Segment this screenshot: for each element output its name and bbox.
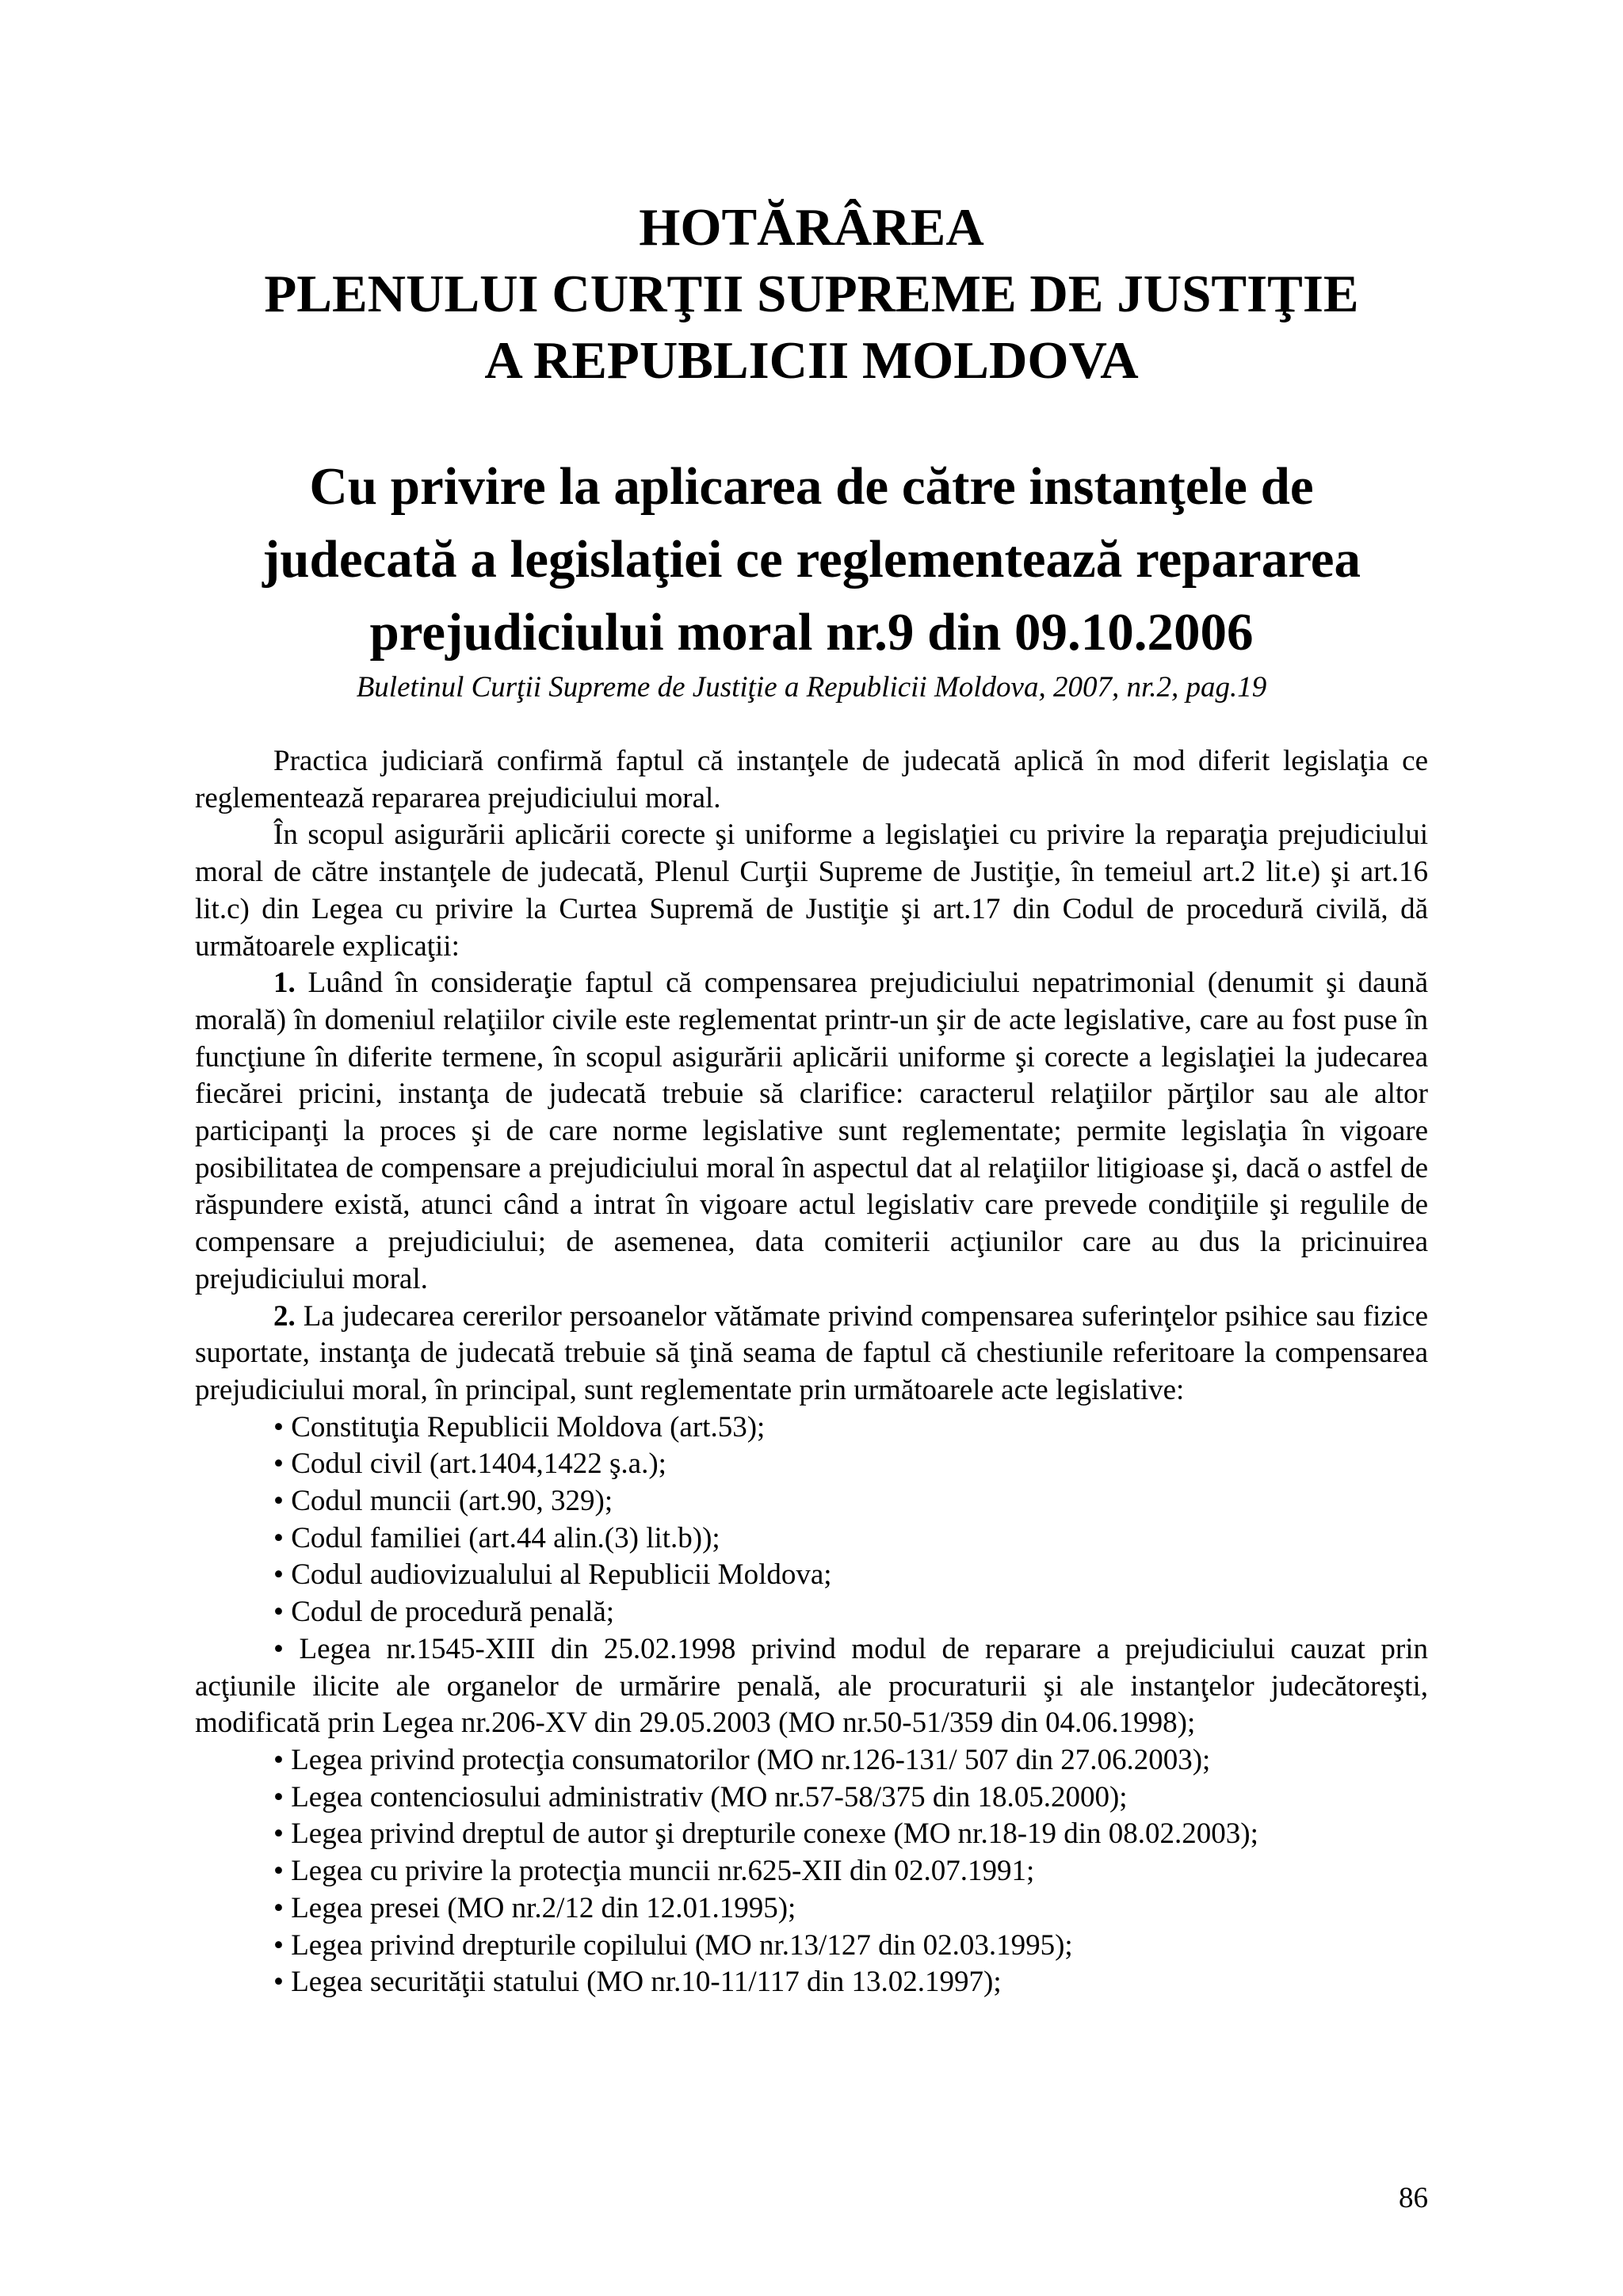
document-title (0, 194, 1623, 394)
list-item: • Codul familiei (art.44 alin.(3) lit.b)); (273, 1521, 720, 1554)
point-1-text: Luând în consideraţie faptul că compensarea prejudiciului nepatrimonial (denumit şi daună morală) în domeniul relaţiilor civile este reglementat printr-un şir de acte legislative, care au fost puse în funcţiune în diferite termene, în scopul asigurării aplicării uniforme şi corecte a legislaţiei la judecarea fiecărei pricini, instanţa de judecată trebuie să clarifice: caracterul relaţiilor părţilor sau ale altor participanţi la proces şi de care norme legislative sunt reglementate; permite legislaţia în vigoare posibilitatea de compensare a prejudiciului moral în aspectul dat al relaţiilor litigioase şi, dacă o astfel de răspundere există, atunci când a intrat în vigoare actul legislativ care prevede condiţiile şi regulile de compensare a prejudiciului; de asemenea, data comiterii acţiunilor care au dus la pricinuirea prejudiciului moral. (195, 967, 1428, 1295)
list-item: • Legea privind dreptul de autor şi drepturile conexe (MO nr.18-19 din 08.02.2003); (273, 1817, 1258, 1851)
title-line-3: A REPUBLICII MOLDOVA (484, 331, 1139, 390)
list-item: • Legea privind protecţia consumatorilor (MO nr.126-131/ 507 din 27.06.2003); (273, 1743, 1211, 1776)
paragraph-scope: În scopul asigurării aplicării corecte şi uniforme a legislaţiei cu privire la reparaţia prejudiciului moral de către instanţele de judecată, Plenul Curţii Supreme de Justiţie, în temeiul art.2 lit.e) şi art.16 lit.c) din Legea cu privire la Curtea Supremă de Justiţie şi art.17 din Codul de procedură civilă, dă următoarele explicaţii: (195, 818, 1428, 963)
legislation-list (195, 1409, 1428, 2001)
document-subtitle (0, 450, 1623, 669)
subtitle-line-3: prejudiciului moral nr.9 din 09.10.2006 (369, 603, 1254, 662)
list-item: • Legea presei (MO nr.2/12 din 12.01.1995); (273, 1891, 796, 1924)
paragraph-point-2 (195, 1299, 1428, 1409)
list-item: • Legea cu privire la protecţia muncii nr.625-XII din 02.07.1991; (273, 1855, 1035, 1888)
list-item: • Codul audiovizualului al Republicii Moldova; (273, 1558, 832, 1592)
list-item: • Constituţia Republicii Moldova (art.53); (273, 1410, 766, 1444)
subtitle-line-1: Cu privire la aplicarea de către instanţele de (309, 457, 1314, 516)
point-1-number: 1. (273, 967, 296, 1000)
title-line-1: HOTĂRÂREA (639, 198, 984, 257)
list-item: • Codul muncii (art.90, 329); (273, 1485, 613, 1518)
title-line-2: PLENULUI CURŢII SUPREME DE JUSTIŢIE (264, 265, 1359, 323)
paragraph-point-1 (195, 965, 1428, 1298)
point-2-number: 2. (273, 1299, 296, 1333)
paragraph-intro: Practica judiciară confirmă faptul că instanţele de judecată aplică în mod diferit legislaţia ce reglementează repararea prejudiciului moral. (195, 745, 1428, 814)
subtitle-line-2: judecată a legislaţiei ce reglementează repararea (262, 530, 1361, 589)
point-2-text: La judecarea cererilor persoanelor vătămate privind compensarea suferinţelor psihice sau fizice suportate, instanţa de judecată trebuie să ţină seama de faptul că chestiunile referitoare la compensarea prejudiciului moral, în principal, sunt reglementate prin următoarele acte legislative: (195, 1299, 1428, 1406)
list-item: • Codul civil (art.1404,1422 ş.a.); (273, 1447, 666, 1481)
list-item: • Legea contenciosului administrativ (MO nr.57-58/375 din 18.05.2000); (273, 1780, 1128, 1814)
page-number: 86 (1399, 2182, 1428, 2214)
source-citation: Buletinul Curţii Supreme de Justiţie a Republicii Moldova, 2007, nr.2, pag.19 (356, 671, 1267, 704)
list-item: • Legea nr.1545-XIII din 25.02.1998 privind modul de reparare a prejudiciului cauzat prin acţiunile ilicite ale organelor de urmărire penală, ale procuraturii şi ale instanţelor judecătoreşti, modificată prin Legea nr.206-XV din 29.05.2003 (MO nr.50-51/359 din 04.06.1998); (195, 1632, 1428, 1740)
document-body (195, 743, 1428, 2001)
list-item: • Legea securităţii statului (MO nr.10-11/117 din 13.02.1997); (273, 1966, 1002, 1999)
list-item: • Legea privind drepturile copilului (MO nr.13/127 din 02.03.1995); (273, 1928, 1073, 1962)
list-item: • Codul de procedură penală; (273, 1596, 615, 1629)
